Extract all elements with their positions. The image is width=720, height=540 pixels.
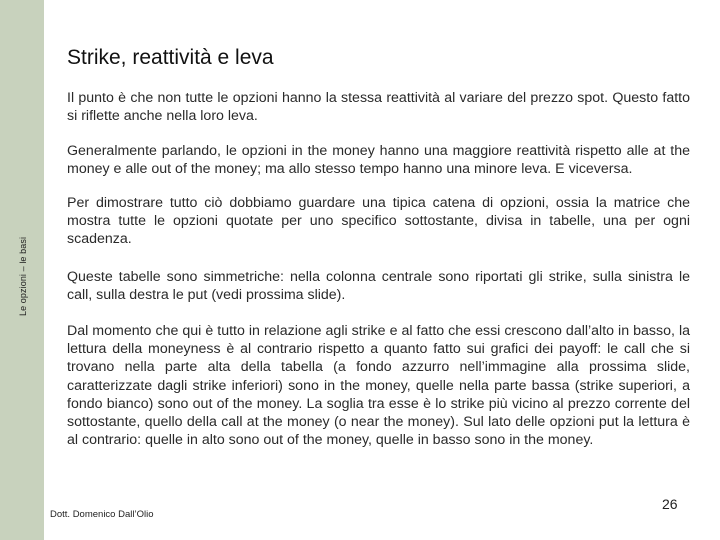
- paragraph-itm-reactivity: Generalmente parlando, le opzioni in the money hanno una maggiore reattività rispetto alle at the money e alle out of the money; ma allo stesso tempo hanno una minore leva. E viceversa.: [67, 143, 690, 178]
- paragraph-option-chain: Per dimostrare tutto ciò dobbiamo guardare una tipica catena di opzioni, ossia la matrice che mostra tutte le opzioni quotate per uno specifico sottostante, divisa in tabelle, una per ogni scadenza.: [67, 195, 690, 248]
- paragraph-table-symmetry: Queste tabelle sono simmetriche: nella colonna centrale sono riportati gli strike, sulla sinistra le call, sulla destra le put (vedi prossima slide).: [67, 269, 690, 304]
- page-number: 26: [662, 496, 678, 512]
- paragraph-moneyness-reading: Dal momento che qui è tutto in relazione agli strike e al fatto che essi crescono dall’alto in basso, la lettura della moneyness è al contrario rispetto a quanto fatto sui grafici dei payoff: le call che si trovano nella parte alta della tabella (a fondo azzurro nell’immagine alla prossima slide, caratterizzate dagli strike inferiori) sono in the money, quelle nella parte bassa (strike superiori, a fondo bianco) sono out of the money. La soglia tra esse è lo strike più vicino al prezzo corrente del sottostante, quello della call at the money (o near the money). Sul lato delle opzioni put la lettura è al contrario: quelle in alto sono out of the money, quelle in basso sono in the money.: [67, 323, 690, 449]
- sidebar: [0, 0, 44, 540]
- sidebar-section-label: Le opzioni – le basi: [18, 236, 28, 316]
- footer-author: Dott. Domenico Dall’Olio: [50, 509, 154, 520]
- slide-title: Strike, reattività e leva: [67, 46, 274, 69]
- paragraph-intro: Il punto è che non tutte le opzioni hanno la stessa reattività al variare del prezzo spot. Questo fatto si riflette anche nella loro leva.: [67, 90, 690, 125]
